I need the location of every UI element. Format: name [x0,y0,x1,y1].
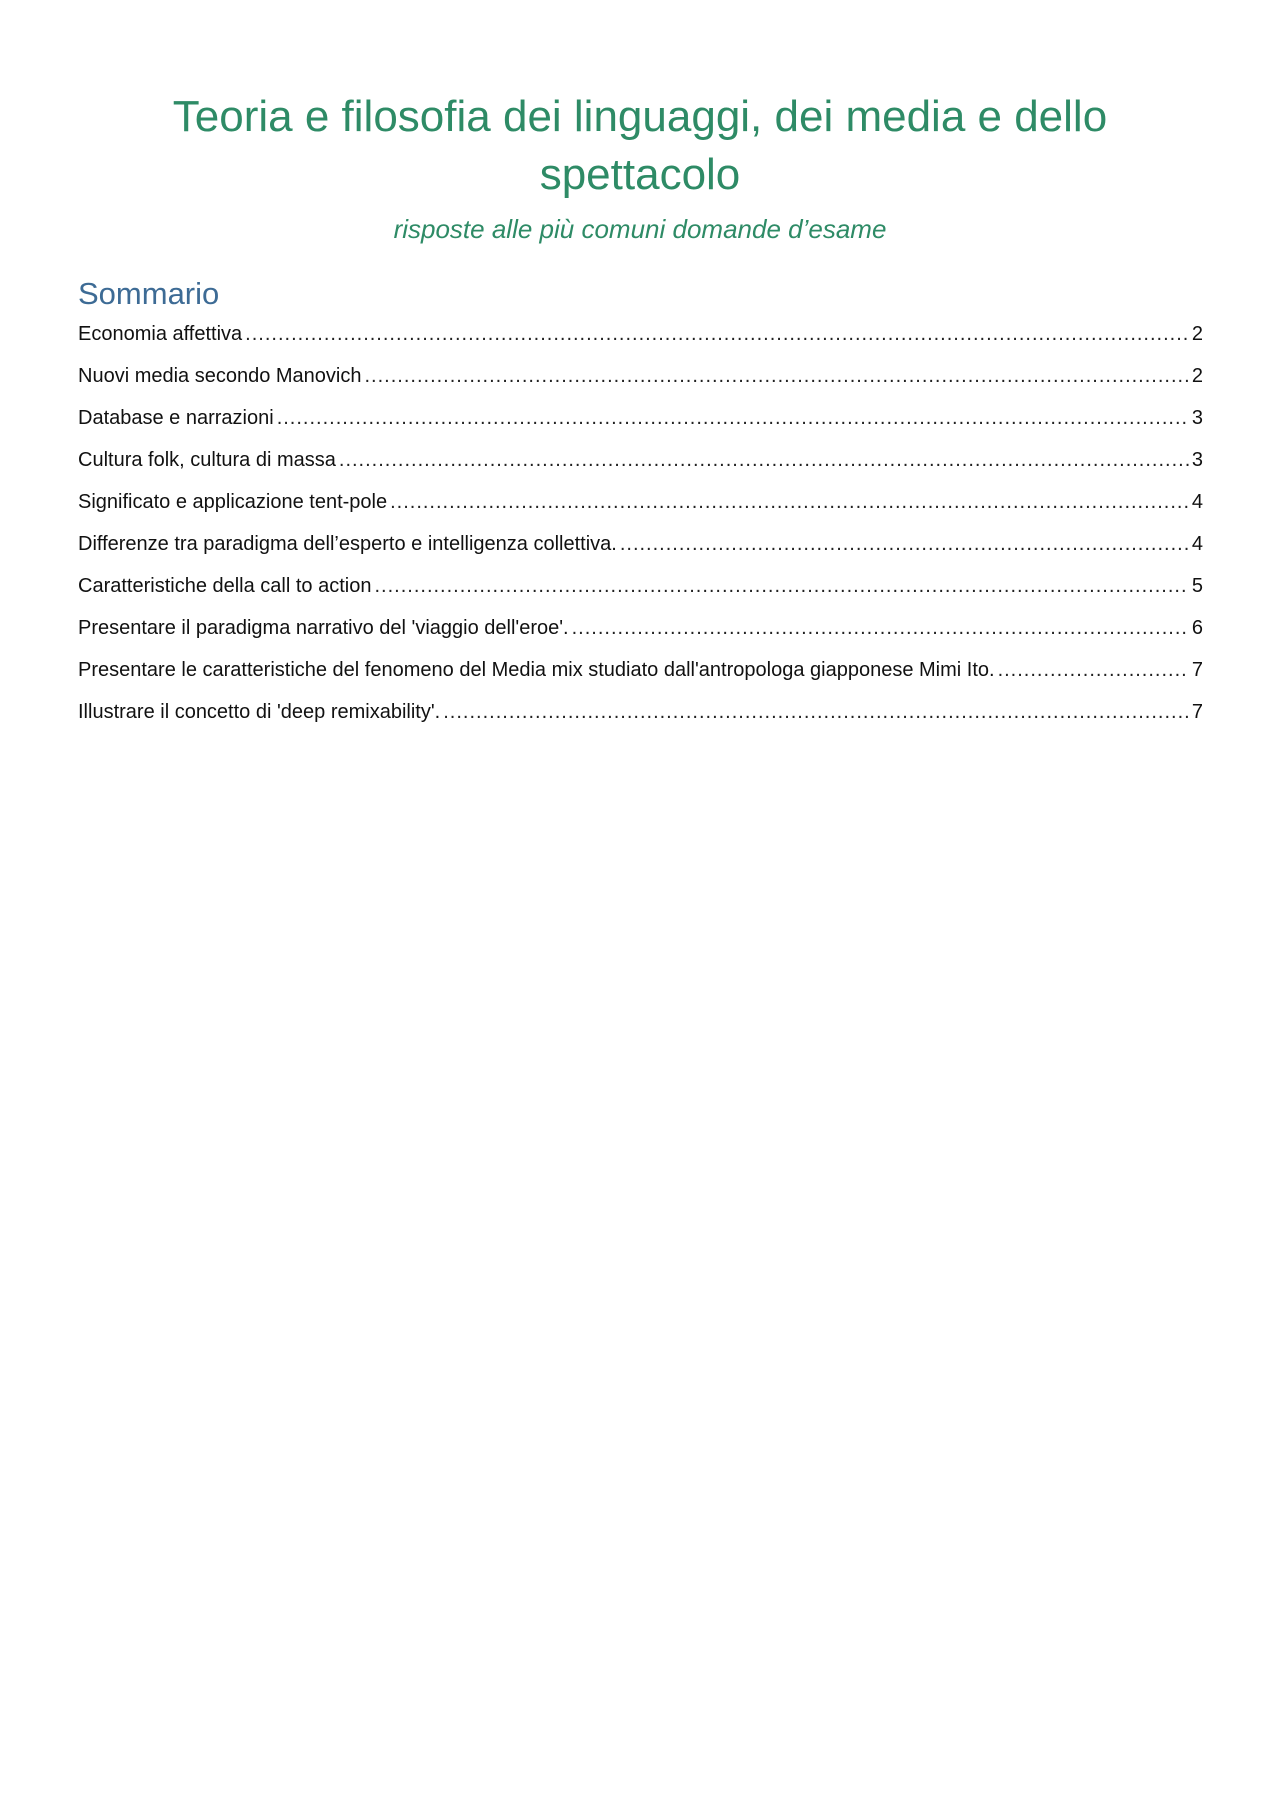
toc-entry-title[interactable]: Significato e applicazione tent-pole [78,491,388,513]
toc-entry-page[interactable]: 2 [1191,365,1203,387]
toc-entry[interactable] [78,528,1203,570]
toc-entry-title[interactable]: Database e narrazioni [78,407,274,429]
table-of-contents [78,318,1203,738]
toc-entry-title[interactable]: Nuovi media secondo Manovich [78,365,362,387]
toc-entry[interactable] [78,612,1203,654]
toc-leader-dots [443,696,1189,728]
toc-entry[interactable] [78,570,1203,612]
toc-entry-page[interactable]: 6 [1191,617,1203,639]
toc-entry-title[interactable]: Economia affettiva [78,323,243,345]
toc-entry[interactable] [78,318,1203,360]
toc-entry[interactable] [78,402,1203,444]
toc-entry-page[interactable]: 3 [1191,407,1203,429]
toc-leader-dots [339,444,1189,476]
toc-entry-title[interactable]: Presentare il paradigma narrativo del 'viaggio dell'eroe'. [78,617,569,639]
toc-entry-page[interactable]: 2 [1191,323,1203,345]
toc-entry-title[interactable]: Cultura folk, cultura di massa [78,449,336,471]
toc-entry-page[interactable]: 7 [1191,659,1203,681]
toc-entry-title[interactable]: Differenze tra paradigma dell’esperto e intelligenza collettiva. [78,533,617,555]
toc-leader-dots [620,528,1189,560]
toc-entry-page[interactable]: 5 [1191,575,1203,597]
toc-leader-dots [572,612,1189,644]
toc-entry[interactable] [78,360,1203,402]
toc-leader-dots [245,318,1189,350]
toc-entry-page[interactable]: 7 [1191,701,1203,723]
toc-entry[interactable] [78,654,1203,696]
document-title: Teoria e filosofia dei linguaggi, dei media e dello spettacolo [172,92,1108,199]
toc-entry-page[interactable]: 4 [1191,533,1203,555]
toc-entry-title[interactable]: Presentare le caratteristiche del fenomeno del Media mix studiato dall'antropologa giapponese Mimi Ito. [78,659,995,681]
toc-heading: Sommario [78,276,220,311]
toc-entry-page[interactable]: 4 [1191,491,1203,513]
document-subtitle: risposte alle più comuni domande d’esame [393,214,887,244]
toc-leader-dots [390,486,1189,518]
toc-leader-dots [277,402,1189,434]
toc-entry[interactable] [78,444,1203,486]
toc-entry-page[interactable]: 3 [1191,449,1203,471]
toc-entry-title[interactable]: Illustrare il concetto di 'deep remixability'. [78,701,441,723]
toc-entry-title[interactable]: Caratteristiche della call to action [78,575,372,597]
toc-entry[interactable] [78,696,1203,738]
toc-leader-dots [365,360,1189,392]
toc-entry[interactable] [78,486,1203,528]
toc-leader-dots [374,570,1188,602]
toc-leader-dots [998,654,1189,686]
